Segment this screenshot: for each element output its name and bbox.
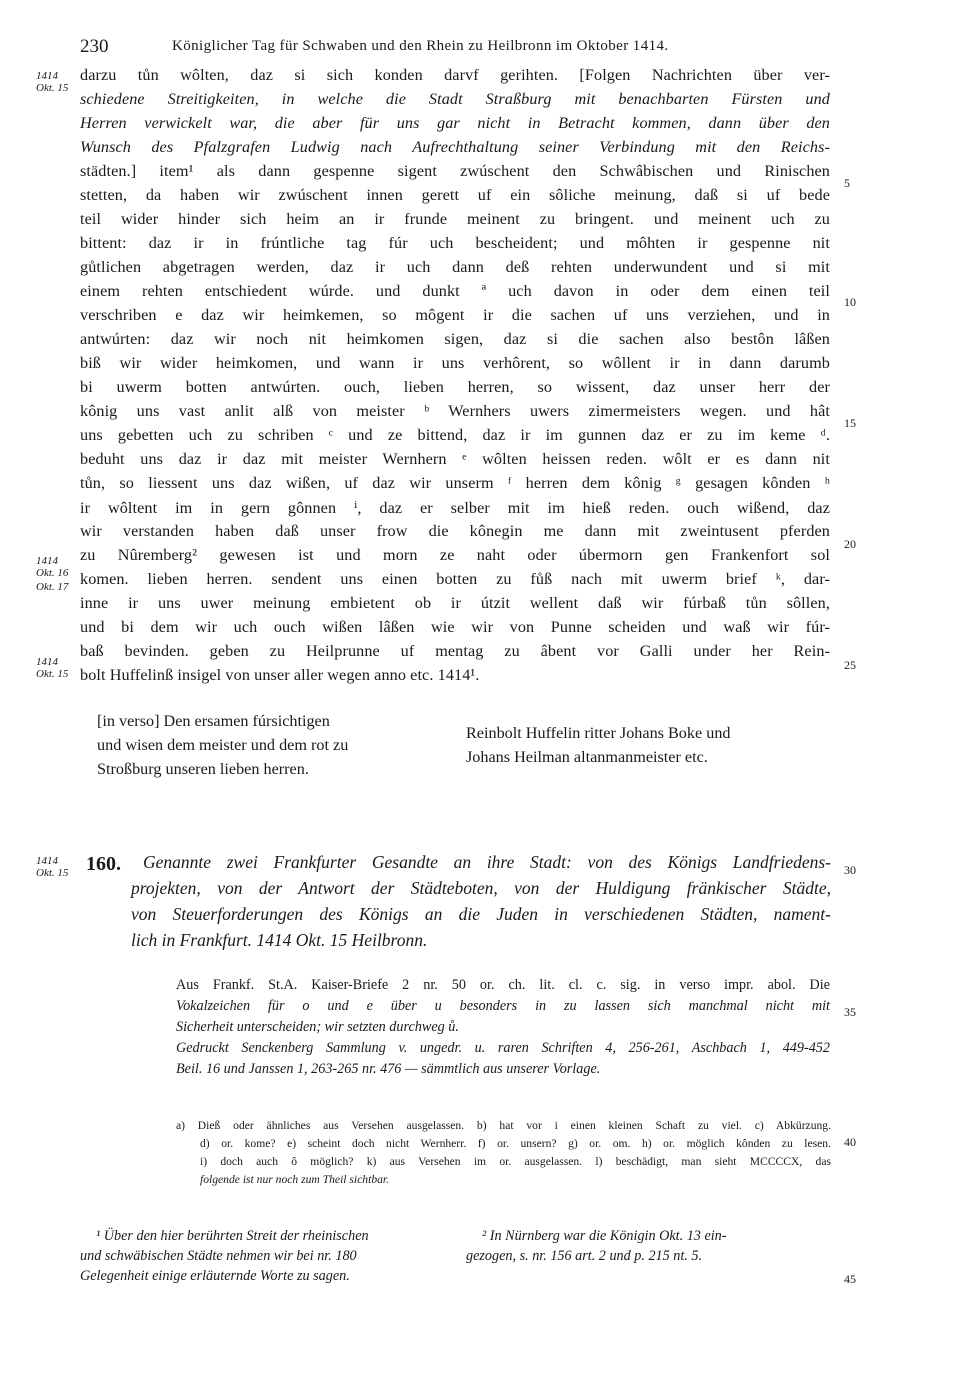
signature-line: Reinbolt Huffelin ritter Johans Boke und [466,724,731,742]
letter-line: zu Nûremberg² gewesen ist und morn ze naht oder úbermorn gen Frankenfort sol [80,546,830,564]
letter-line: Wunsch des Pfalzgrafen Ludwig nach Aufrechthaltung seiner Verbindung mit den Reichs- [80,138,830,156]
letter-line: uns gebetten uch zu schriben ᶜ und ze bittend, daz ir im gunnen daz er zu im keme ᵈ. [80,426,830,444]
letter-line: wir verstanden haben daß unser frow die kônegin me dann mit zweintusent pferden [80,522,830,540]
regest-line: projekten, von der Antwort der Städteboten, von der Huldigung fränkischer Städte, [131,878,831,898]
letter-line: bolt Huffelinß insigel von unser aller wegen anno etc. 1414¹. [80,666,480,684]
line-number: 25 [844,658,856,672]
line-number: 10 [844,295,856,309]
source-line: Vokalzeichen für o und e über u besonders in zu lassen sich manchmal nicht mit [176,998,830,1014]
footnote-line: ¹ Über den hier berührten Streit der rheinischen [96,1228,369,1244]
apparatus-line: i) doch auch ô möglich? k) aus Versehen im or. ausgelassen. l) beschädigt, man sieht MCCCCX, das [200,1155,831,1168]
letter-line: bittent: daz ir in frúntliche tag fúr uch bescheident; und môhten ir gespenne nit [80,234,830,252]
letter-line: darzu tůn wôlten, daz si sich konden darvf gerihten. [Folgen Nachrichten über ver- [80,66,830,84]
letter-line: teil wider hinder sich heim an ir frunde meinent zu bringent. und meinent uch zu [80,210,830,228]
line-number: 15 [844,416,856,430]
line-number: 20 [844,537,856,551]
running-header: Königlicher Tag für Schwaben und den Rhein zu Heilbronn im Oktober 1414. [172,38,669,54]
apparatus-line: d) or. kome? e) scheint doch nicht Wernherr. f) or. unsern? g) or. om. h) or. möglich kônden zu lesen. [200,1137,831,1150]
signature-line: Johans Heilman altanmanmeister etc. [466,748,708,766]
source-line: Beil. 16 und Janssen 1, 263-265 nr. 476 — sämmtlich aus unserer Vorlage. [176,1061,601,1077]
letter-line: kônig uns vast anlit alß von meister ᵇ Wernhers uwers zimermeisters wegen. und hât [80,402,830,420]
line-number: 30 [844,863,856,877]
letter-line: stetten, da haben wir zwúschent innen gerett uf ein sôliche meinung, daß si uf bede [80,186,830,204]
letter-line: Herren verwickelt war, die aber für uns gar nicht in Betracht kommen, dann über den [80,114,830,132]
margin-date-5: 1414 Okt. 15 [36,855,69,879]
apparatus-line: a) Dieß oder ähnliches aus Versehen ausgelassen. b) hat vor i einen kleinen Schaft zu viel. c) Abkürzung. [176,1119,831,1132]
apparatus-line: folgende ist nur noch zum Theil sichtbar. [200,1173,390,1186]
letter-line: biß wir wider heimkomen, und wann ir uns verhôrent, so wôllent ir in dann darumb [80,354,830,372]
letter-line: inne ir uns uwer meinung embietent ob ir útzit wellent daß wir fúrbaß tůn sôllen, [80,594,830,612]
footnote-line: Gelegenheit einige erläuternde Worte zu sagen. [80,1268,350,1284]
source-line: Gedruckt Senckenberg Sammlung v. ungedr. u. raren Schriften 4, 256-261, Aschbach 1, 449-452 [176,1040,830,1056]
line-number: 40 [844,1135,856,1149]
letter-line: bi uwerm botten antwúrten. ouch, lieben herren, so wissent, daz unser herr der [80,378,830,396]
letter-line: einem rehten entschiedent wúrde. und dunkt ª uch davon in oder dem einen teil [80,282,830,300]
document-number: 160. [86,853,121,875]
source-line: Aus Frankf. St.A. Kaiser-Briefe 2 nr. 50 or. ch. lit. cl. c. sig. in verso impr. abol. Die [176,977,830,993]
regest-line: Genannte zwei Frankfurter Gesandte an ihre Stadt: von des Königs Landfriedens- [143,852,831,872]
footnote-line: gezogen, s. nr. 156 art. 2 und p. 215 nt. 5. [466,1248,703,1264]
footnote-line: und schwäbischen Städte nehmen wir bei nr. 180 [80,1248,357,1264]
line-number: 5 [844,176,850,190]
letter-line: baß bevinden. geben zu Heilprunne uf mentag zu âbent vor Galli under her Rein- [80,642,830,660]
letter-line: komen. lieben herren. sendent uns einen botten zu fůß nach mit uwerm brief ᵏ, dar- [80,570,830,588]
letter-line: gůtlichen abgetragen werden, daz ir uch dann deß rehten underwundent und si mit [80,258,830,276]
line-number: 45 [844,1272,856,1286]
regest-line: lich in Frankfurt. 1414 Okt. 15 Heilbronn. [131,930,428,950]
verso-line: Stroßburg unseren lieben herren. [97,760,309,778]
letter-line: antwúrten: daz wir noch nit heimkomen sigen, daz si die sachen also bestôn lâßen [80,330,830,348]
verso-line: [in verso] Den ersamen fúrsichtigen [97,712,330,730]
letter-line: ir wôltent im in gern gônnen ⁱ, daz er selber mit im hieß reden. ouch wißend, daz [80,499,830,517]
source-line: Sicherheit unterscheiden; wir setzten durchweg ů. [176,1019,459,1035]
letter-line: tůn, so liessent uns daz wißen, uf daz wir unserm ᶠ herren dem kônig ᵍ gesagen kônden ʰ [80,474,830,492]
letter-line: städten.] item¹ als dann gespenne sigent zwúschent den Schwâbischen und Rinischen [80,162,830,180]
margin-date-4: 1414 Okt. 15 [36,656,69,680]
margin-date-2: 1414 Okt. 16 [36,555,69,579]
line-number: 35 [844,1005,856,1019]
letter-line: beduht uns daz ir daz mit meister Wernhern ᵉ wôlten heissen reden. wôlt er es dann nit [80,450,830,468]
regest-line: von Steuerforderungen des Königs an die Juden in verschiedenen Städten, nament- [131,904,831,924]
page-number: 230 [80,36,109,57]
letter-line: schiedene Streitigkeiten, in welche die Stadt Straßburg mit benachbarten Fürsten und [80,90,830,108]
footnote-line: ² In Nürnberg war die Königin Okt. 13 ein- [482,1228,727,1244]
letter-line: verschriben e daz wir heimkemen, so môgent ir die sachen uf uns verziehen, und in [80,306,830,324]
margin-date-3: Okt. 17 [36,581,69,593]
margin-date-1: 1414 Okt. 15 [36,70,69,94]
letter-line: und bi dem wir uch ouch wißen lâßen wie wir von Punne scheiden und waß wir fúr- [80,618,830,636]
verso-line: und wisen dem meister und dem rot zu [97,736,349,754]
